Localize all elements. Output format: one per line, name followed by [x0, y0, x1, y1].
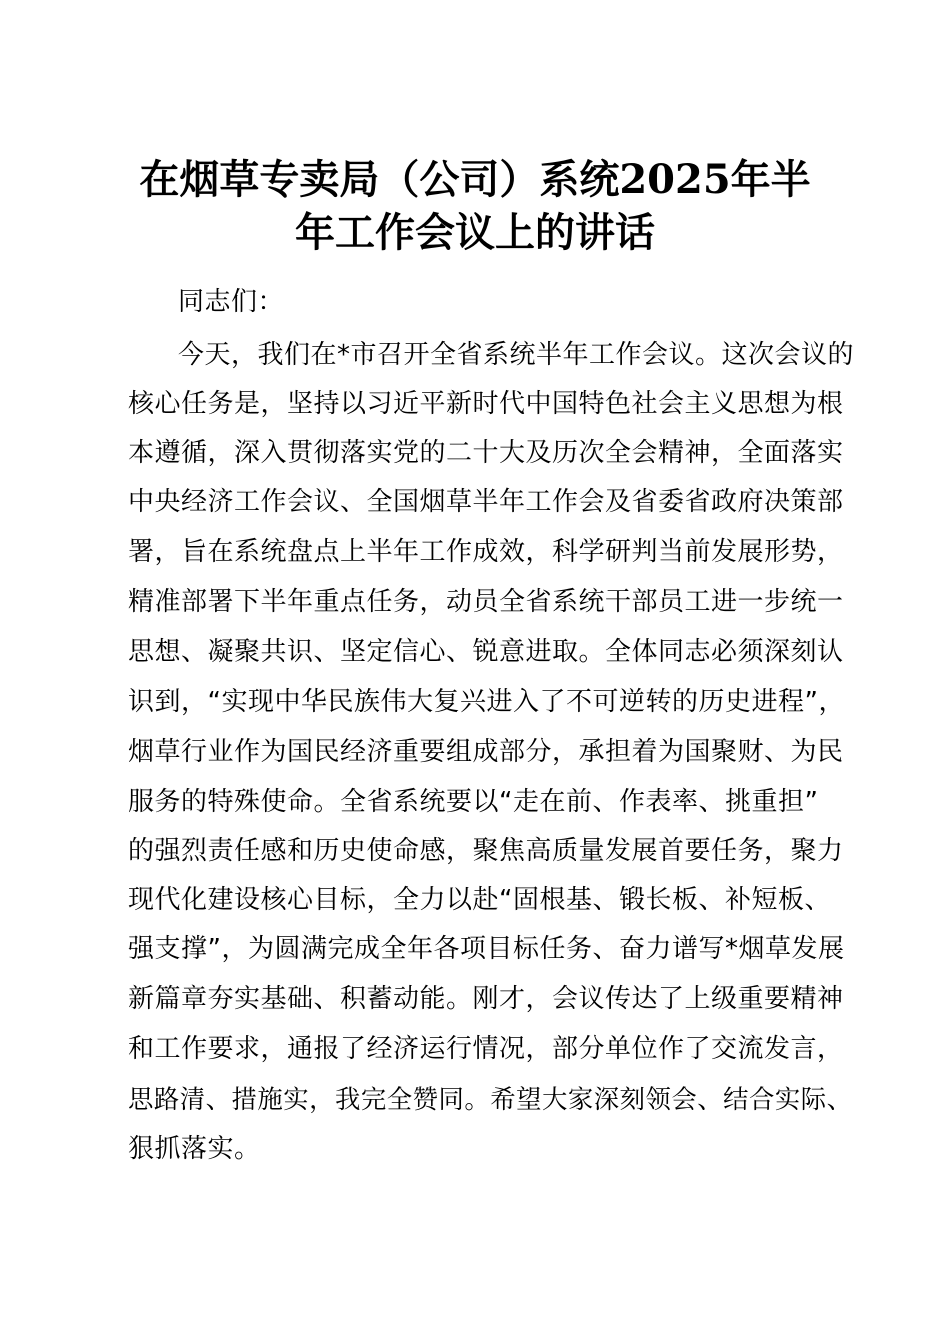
body-line-11: 的强烈责任感和历史使命感，聚焦高质量发展首要任务，聚力 — [128, 836, 844, 866]
body-line-13: 强支撑”，为圆满完成全年各项目标任务、奋力谱写*烟草发展 — [128, 934, 845, 964]
document-title-line-2: 年工作会议上的讲话 — [295, 209, 655, 256]
body-line-4: 中央经济工作会议、全国烟草半年工作会及省委省政府决策部 — [128, 487, 844, 517]
body-line-10: 服务的特殊使命。全省系统要以“走在前、作表率、挑重担” — [128, 787, 819, 817]
body-line-16: 思路清、措施实，我完全赞同。希望大家深刻领会、结合实际、 — [128, 1084, 853, 1114]
body-line-15: 和工作要求，通报了经济运行情况，部分单位作了交流发言， — [128, 1034, 844, 1064]
body-line-14: 新篇章夯实基础、积蓄动能。刚才，会议传达了上级重要精神 — [128, 984, 844, 1014]
body-line-9: 烟草行业作为国民经济重要组成部分，承担着为国聚财、为民 — [128, 737, 844, 767]
body-line-3: 本遵循，深入贯彻落实党的二十大及历次全会精神，全面落实 — [128, 438, 844, 468]
body-line-8: 识到，“实现中华民族伟大复兴进入了不可逆转的历史进程”， — [128, 687, 845, 717]
body-line-6: 精准部署下半年重点任务，动员全省系统干部员工进一步统一 — [128, 587, 844, 617]
body-line-2: 核心任务是，坚持以习近平新时代中国特色社会主义思想为根 — [128, 389, 844, 419]
salutation: 同志们： — [178, 287, 285, 317]
body-line-12: 现代化建设核心目标，全力以赴“固根基、锻长板、补短板、 — [128, 885, 831, 915]
document-title-line-1: 在烟草专卖局（公司）系统2025年半 — [139, 156, 811, 203]
body-line-17: 狠抓落实。 — [128, 1134, 261, 1164]
body-line-5: 署，旨在系统盘点上半年工作成效，科学研判当前发展形势， — [128, 537, 844, 567]
body-line-7: 思想、凝聚共识、坚定信心、锐意进取。全体同志必须深刻认 — [128, 637, 844, 667]
body-line-1: 今天，我们在*市召开全省系统半年工作会议。这次会议的 — [178, 340, 855, 370]
